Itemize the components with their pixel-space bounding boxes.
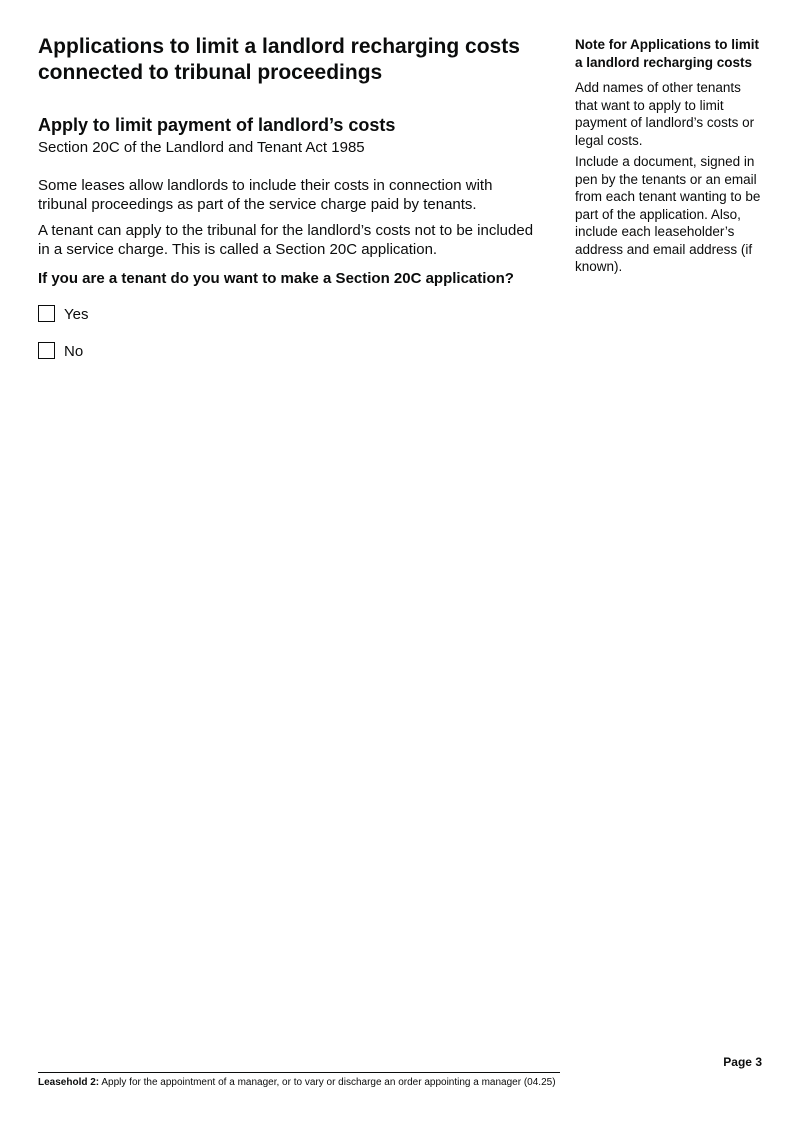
page-number: Page 3 xyxy=(723,1055,762,1069)
side-note xyxy=(575,36,765,280)
option-yes[interactable] xyxy=(38,303,548,323)
footer-divider xyxy=(38,1072,560,1073)
explanation-paragraph: A tenant can apply to the tribunal for the landlord’s costs not to be included in a service charge. This is called a Section 20C application. xyxy=(38,222,534,258)
no-checkbox[interactable] xyxy=(38,342,55,359)
intro-paragraph: Some leases allow landlords to include their costs in connection with tribunal proceedings as part of the service charge paid by tenants. xyxy=(38,177,493,213)
note-title: Note for Applications to limit a landlord recharging costs xyxy=(575,37,759,70)
note-paragraph-documents: Include a document, signed in pen by the tenants or an email from each tenant wanting to be part of the application. Also, include each leaseholder’s address and email address (if known). xyxy=(575,154,761,274)
page-title: Applications to limit a landlord recharging costs connected to tribunal proceedings xyxy=(38,35,520,84)
footer-form-description: Apply for the appointment of a manager, or to vary or discharge an order appointing a manager (04.25) xyxy=(101,1077,556,1088)
note-paragraph-tenants: Add names of other tenants that want to apply to limit payment of landlord’s costs or legal costs. xyxy=(575,80,755,148)
section-subheading: Section 20C of the Landlord and Tenant Act 1985 xyxy=(38,139,365,156)
section-20c-question: If you are a tenant do you want to make a Section 20C application? xyxy=(38,270,514,287)
main-content xyxy=(38,34,548,377)
option-no[interactable] xyxy=(38,340,548,360)
yes-checkbox[interactable] xyxy=(38,305,55,322)
footer-form-name: Leasehold 2: xyxy=(38,1077,100,1088)
no-label: No xyxy=(64,343,84,360)
section-heading: Apply to limit payment of landlord’s costs xyxy=(38,115,396,135)
footer-form-reference xyxy=(38,1077,556,1088)
yes-label: Yes xyxy=(64,306,89,323)
